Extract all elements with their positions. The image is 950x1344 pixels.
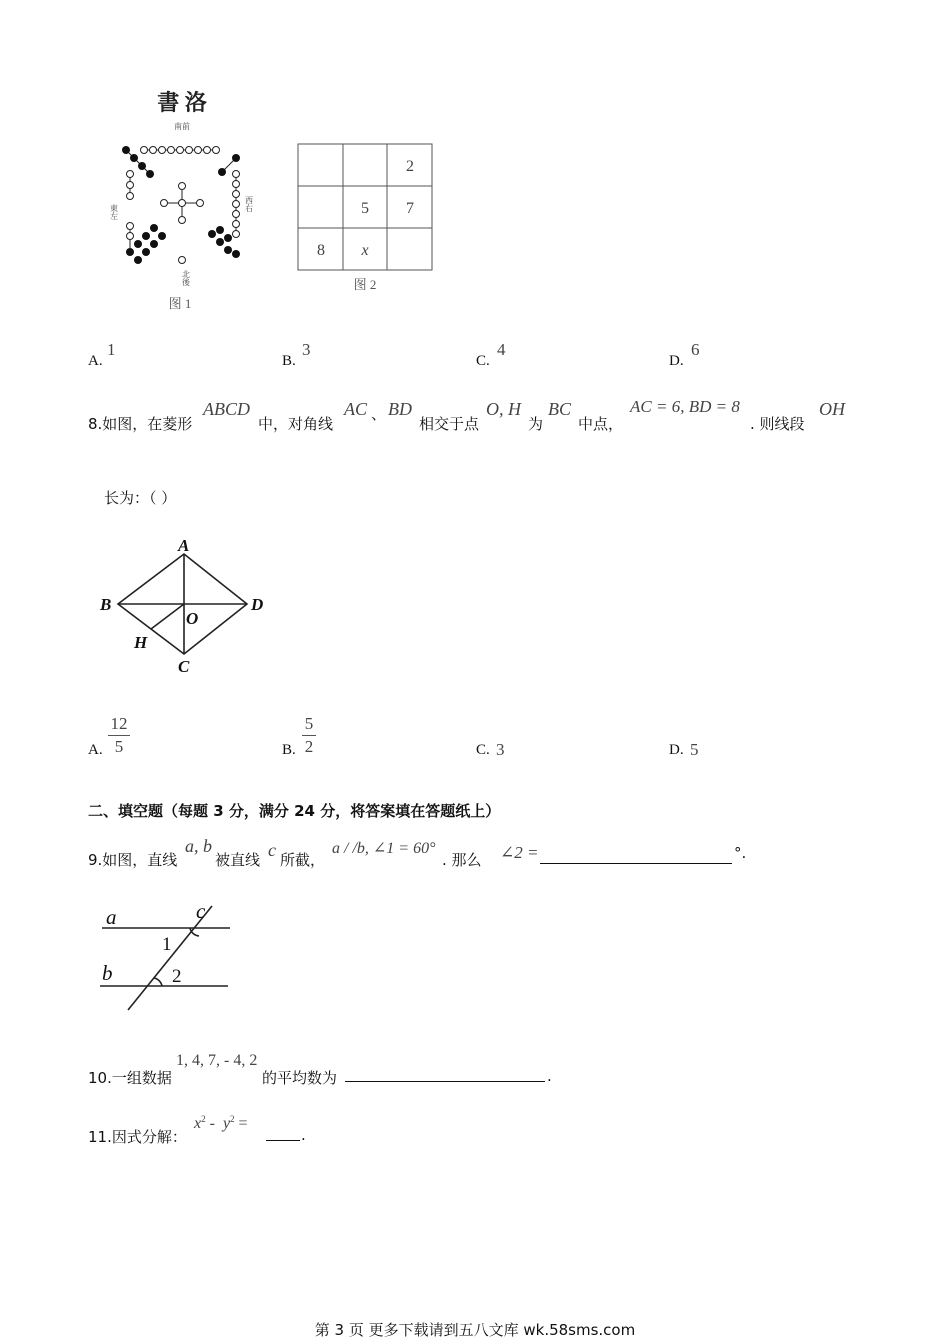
luoshu-nine-dots xyxy=(141,147,220,154)
q8-text-1: 8.如图，在菱形 xyxy=(88,415,193,433)
q9-text-4: . 那么 xyxy=(442,851,482,869)
q7-option-a-letter: A. xyxy=(88,353,103,369)
q7-option-b-letter: B. xyxy=(282,353,296,369)
label-line-a: a xyxy=(106,905,117,929)
q11-math-x: x xyxy=(194,1115,202,1132)
grid-cell: 5 xyxy=(361,200,369,217)
q8-math-bc: BC xyxy=(548,399,572,419)
q8-option-a-numerator: 12 xyxy=(110,714,128,733)
q8-text-6: 中点， xyxy=(578,415,624,433)
q8-option-b-letter: B. xyxy=(282,742,296,758)
parallel-lines-figure xyxy=(96,900,236,1016)
q8-text-7: . 则线段 xyxy=(750,415,805,433)
label-angle-1: 1 xyxy=(162,934,172,955)
q9-text-1: 9.如图，直线 xyxy=(88,851,178,869)
luoshu-three-dots xyxy=(127,171,134,200)
q8-option-b-denominator: 2 xyxy=(304,737,314,756)
grid-caption: 图 2 xyxy=(353,277,377,292)
grid-cell: 7 xyxy=(406,200,414,217)
luoshu-one-dot xyxy=(179,257,186,264)
q10-text-3: . xyxy=(547,1067,552,1085)
q11-math-sup-1: 2 xyxy=(201,1114,206,1124)
q8-math-bd: BD xyxy=(388,399,412,419)
luoshu-eight-dots xyxy=(126,223,166,265)
q11-math-y: - y xyxy=(205,1115,231,1132)
label-a: A xyxy=(178,536,190,555)
label-angle-2: 2 xyxy=(172,966,182,987)
q10-answer-blank[interactable] xyxy=(345,1067,545,1082)
q11-text-2: . xyxy=(301,1126,306,1144)
q8-text-4: 相交于点 xyxy=(419,415,480,433)
q8-option-d-value: 5 xyxy=(690,740,699,759)
label-b: B xyxy=(100,595,112,614)
q8-text-2: 中，对角线 xyxy=(258,415,334,433)
q11-answer-blank[interactable] xyxy=(266,1126,300,1141)
label-c: C xyxy=(178,657,190,676)
q9-math-angle2: ∠2 = xyxy=(500,843,539,862)
q8-option-c-letter: C. xyxy=(476,742,490,758)
grid-figure xyxy=(296,142,436,298)
q7-option-d-value: 6 xyxy=(691,340,700,359)
q8-option-a-letter: A. xyxy=(88,742,103,758)
q8-line-2: 长为：（ ） xyxy=(104,489,177,507)
q10-text-2: 的平均数为 xyxy=(262,1069,338,1087)
q9-text-5: °. xyxy=(734,844,747,862)
q11-math-eq: = xyxy=(234,1115,248,1132)
q8-math-abcd: ABCD xyxy=(203,399,250,419)
q7-option-c-letter: C. xyxy=(476,353,490,369)
label-o: O xyxy=(186,609,199,628)
q8-option-a-fraction xyxy=(108,714,130,757)
grid-cell: 8 xyxy=(317,242,325,259)
luoshu-seven-dots xyxy=(233,171,240,238)
q8-option-a-denominator: 5 xyxy=(114,737,124,756)
luoshu-figure xyxy=(104,84,260,314)
q8-option-b-numerator: 5 xyxy=(304,714,314,733)
q7-option-a-value: 1 xyxy=(107,340,116,359)
section-2-heading: 二、填空题（每题 3 分，满分 24 分，将答案填在答题纸上） xyxy=(88,802,501,820)
q9-math-condition: a / /b, ∠1 = 60° xyxy=(332,840,436,857)
q7-option-b-value: 3 xyxy=(302,340,311,359)
label-line-b: b xyxy=(102,961,113,985)
luoshu-west-label: 西右 xyxy=(244,196,254,212)
grid-cell: 2 xyxy=(406,158,414,175)
q8-option-c-value: 3 xyxy=(496,740,505,759)
q9-text-2: 被直线 xyxy=(215,851,261,869)
luoshu-title: 書 洛 xyxy=(157,90,207,115)
q8-text-3: 、 xyxy=(371,405,387,423)
q8-math-oh-segment: OH xyxy=(819,399,845,419)
q10-text-1: 10.一组数据 xyxy=(88,1069,172,1087)
q8-option-d-letter: D. xyxy=(669,742,684,758)
q8-math-oh: O, H xyxy=(486,399,521,419)
label-h: H xyxy=(134,633,148,652)
page-footer: 第 3 页 更多下载请到五八文库 wk.58sms.com xyxy=(314,1321,636,1339)
q9-math-c: c xyxy=(268,840,276,860)
q10-math-data: 1, 4, 7, - 4, 2 xyxy=(176,1052,258,1069)
q7-option-d-letter: D. xyxy=(669,353,684,369)
q9-text-3: 所截， xyxy=(280,851,326,869)
label-d: D xyxy=(251,595,264,614)
rhombus-figure xyxy=(96,536,276,678)
luoshu-caption: 图 1 xyxy=(168,296,192,311)
label-line-c: c xyxy=(196,900,206,923)
q8-option-b-fraction xyxy=(302,714,316,757)
q11-math-expression xyxy=(194,1114,248,1133)
q9-math-ab: a, b xyxy=(185,836,212,856)
luoshu-five-dots xyxy=(161,183,204,224)
luoshu-south-label: 南前 xyxy=(174,122,190,131)
q8-text-5: 为 xyxy=(528,415,544,433)
grid-cell: x xyxy=(361,242,369,259)
q8-math-ac: AC xyxy=(344,399,368,419)
q11-text-1: 11.因式分解： xyxy=(88,1128,187,1146)
q7-option-c-value: 4 xyxy=(497,340,506,359)
q11-math-sup-2: 2 xyxy=(230,1114,235,1124)
q8-math-values: AC = 6, BD = 8 xyxy=(630,397,740,416)
luoshu-east-label: 東左 xyxy=(109,204,119,220)
luoshu-north-label: 北後 xyxy=(181,270,191,286)
q9-answer-blank[interactable] xyxy=(540,849,732,864)
